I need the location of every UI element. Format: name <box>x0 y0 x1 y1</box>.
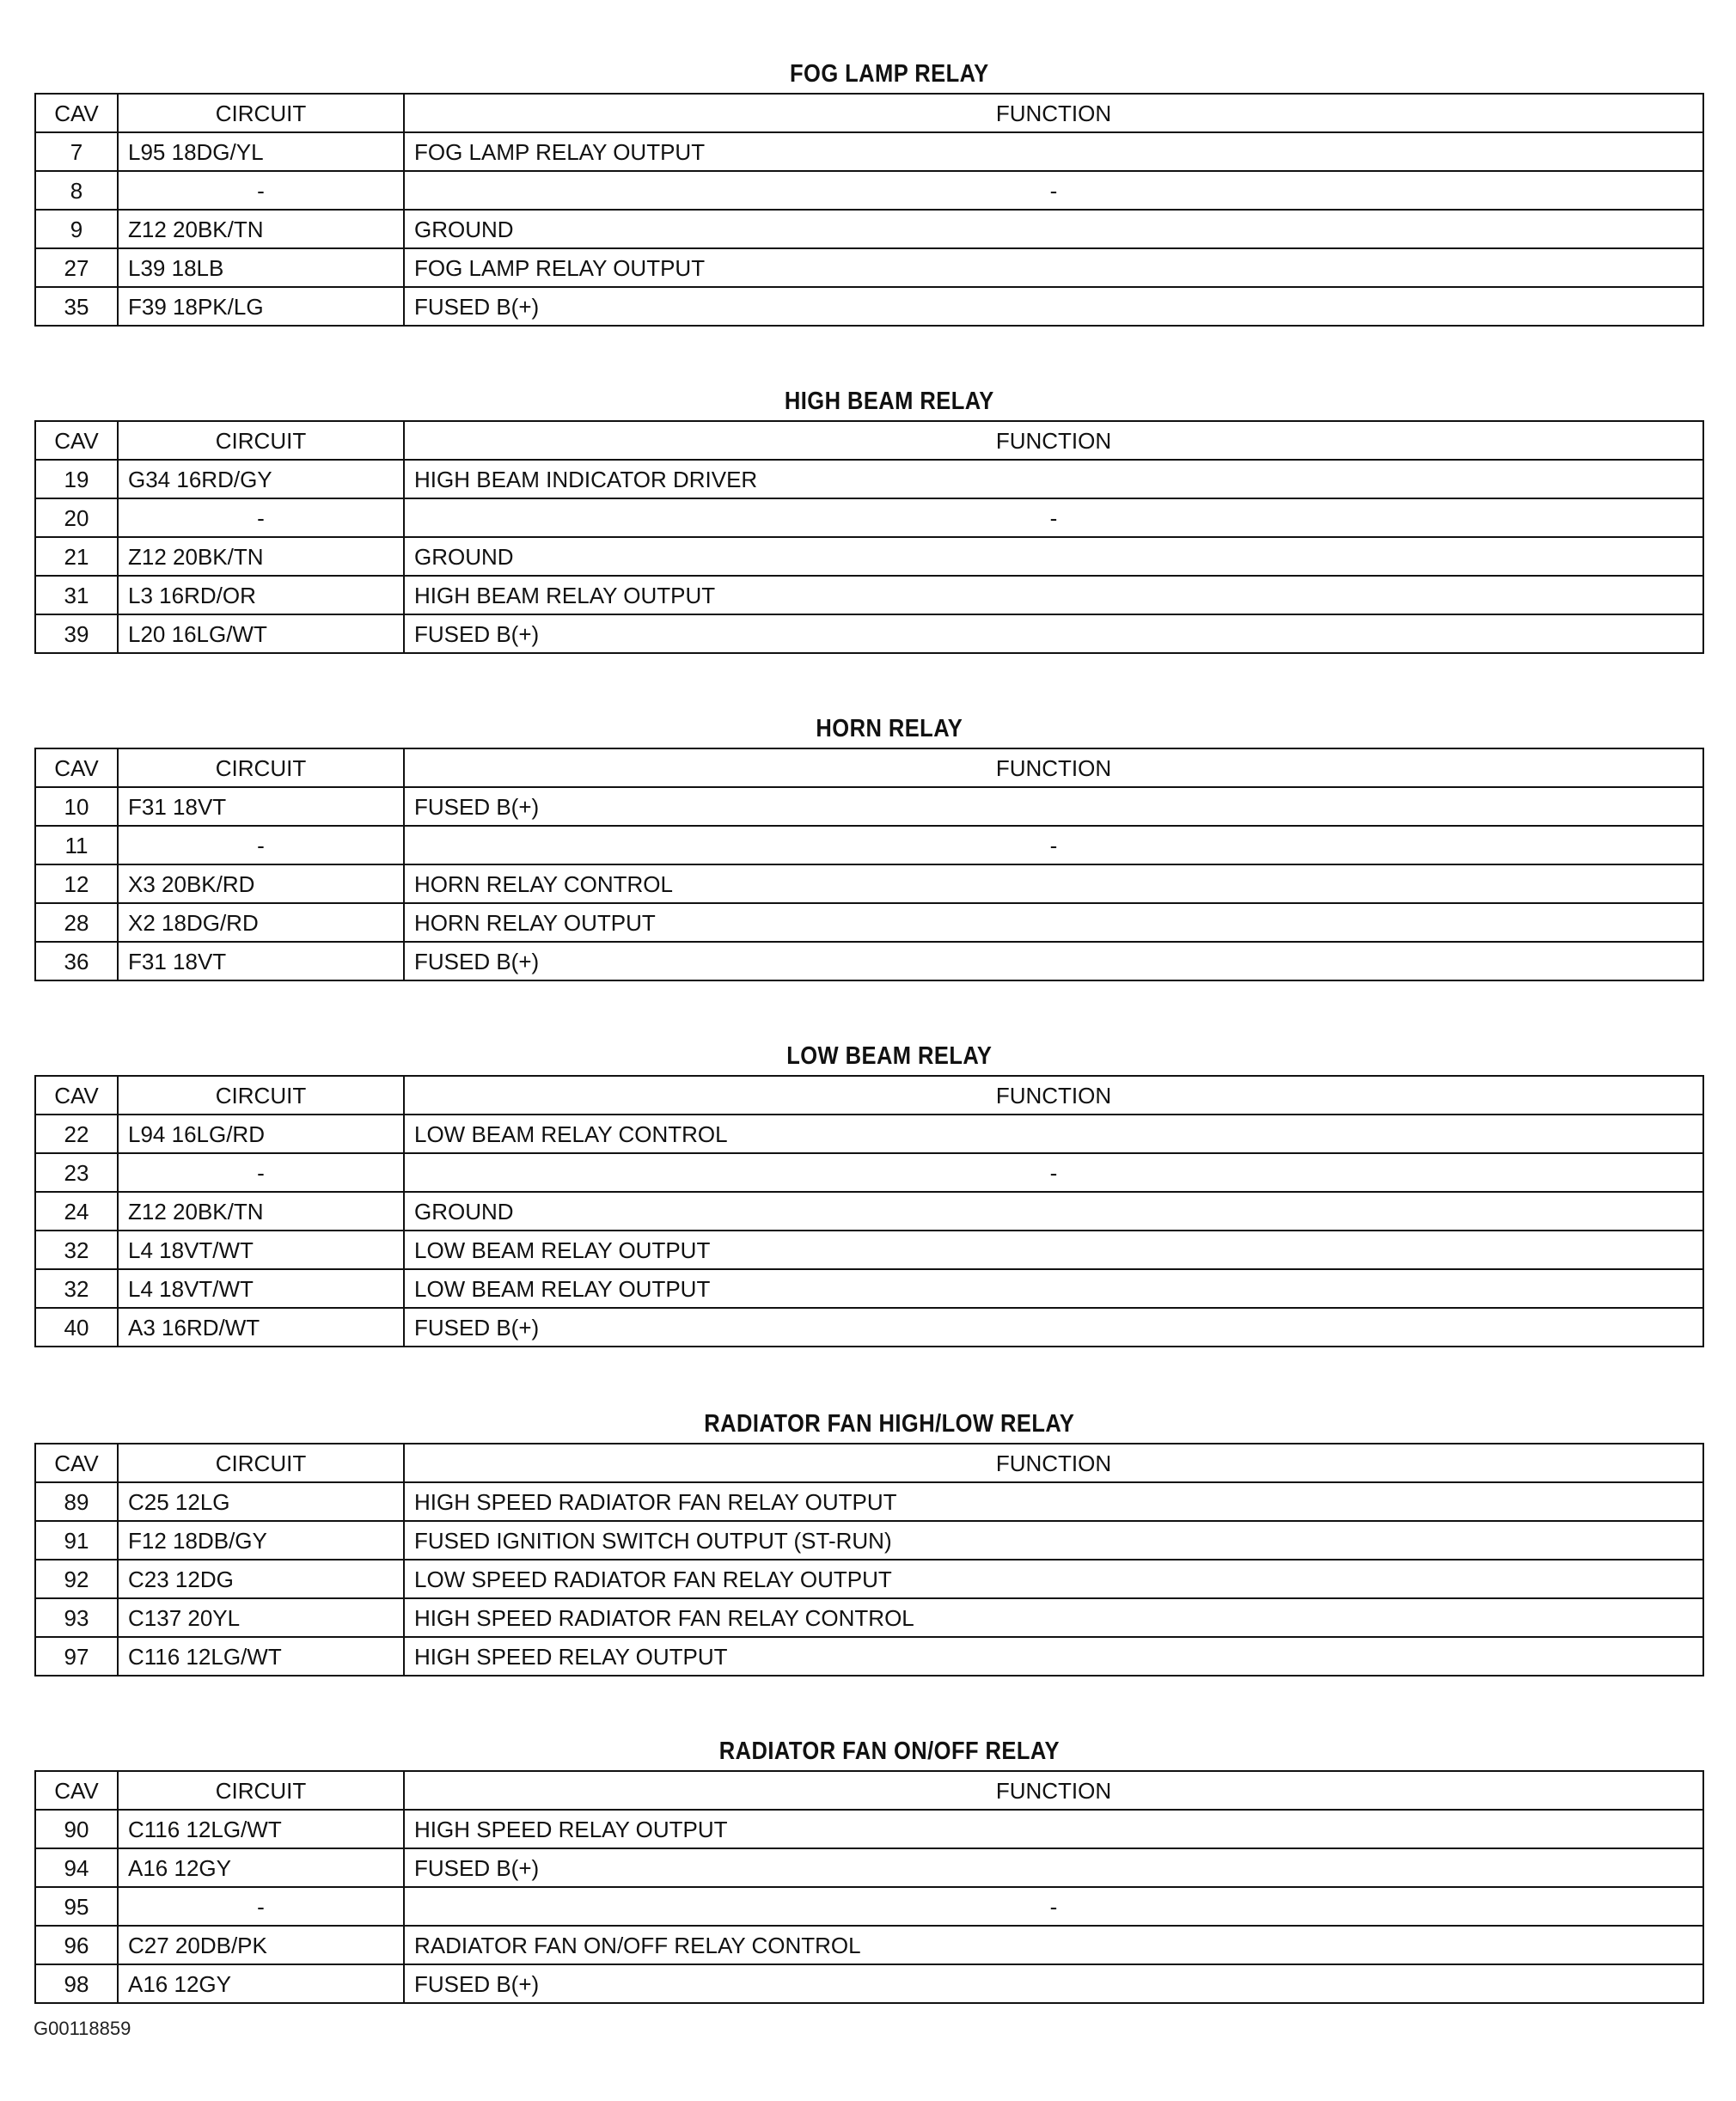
table-header-row <box>35 94 1703 132</box>
header-cav: CAV <box>35 421 118 460</box>
table-row <box>35 1560 1703 1598</box>
table-row <box>35 1269 1703 1308</box>
section-title: FOG LAMP RELAY <box>789 60 989 88</box>
header-circuit: CIRCUIT <box>118 748 404 787</box>
table-row <box>35 1482 1703 1521</box>
function-cell: - <box>404 1153 1703 1192</box>
header-circuit: CIRCUIT <box>118 1076 404 1115</box>
cav-cell: 96 <box>35 1926 118 1964</box>
cav-cell: 19 <box>35 460 118 498</box>
connector-table <box>34 1075 1704 1347</box>
circuit-cell: - <box>118 1887 404 1926</box>
circuit-cell: C137 20YL <box>118 1598 404 1637</box>
table-row <box>35 210 1703 248</box>
circuit-cell: F31 18VT <box>118 942 404 980</box>
header-cav: CAV <box>35 1444 118 1482</box>
function-cell: HIGH SPEED RADIATOR FAN RELAY CONTROL <box>404 1598 1703 1637</box>
cav-cell: 94 <box>35 1848 118 1887</box>
section-low-beam-relay <box>34 1039 1704 1357</box>
function-cell: GROUND <box>404 1192 1703 1231</box>
function-cell: - <box>404 1887 1703 1926</box>
circuit-cell: Z12 20BK/TN <box>118 537 404 576</box>
table-header-row <box>35 1444 1703 1482</box>
circuit-cell: - <box>118 826 404 864</box>
cav-cell: 97 <box>35 1637 118 1676</box>
cav-cell: 40 <box>35 1308 118 1347</box>
header-cav: CAV <box>35 94 118 132</box>
section-fog-lamp-relay <box>34 57 1704 336</box>
circuit-cell: - <box>118 1153 404 1192</box>
cav-cell: 24 <box>35 1192 118 1231</box>
circuit-cell: C23 12DG <box>118 1560 404 1598</box>
header-function: FUNCTION <box>404 94 1703 132</box>
function-cell: - <box>404 171 1703 210</box>
table-row <box>35 942 1703 980</box>
table-row <box>35 1192 1703 1231</box>
section-title: HIGH BEAM RELAY <box>784 388 994 415</box>
table-row <box>35 248 1703 287</box>
section-radiator-fan-high-low-relay <box>34 1407 1704 1686</box>
header-cav: CAV <box>35 1076 118 1115</box>
cav-cell: 93 <box>35 1598 118 1637</box>
circuit-cell: X3 20BK/RD <box>118 864 404 903</box>
cav-cell: 91 <box>35 1521 118 1560</box>
cav-cell: 7 <box>35 132 118 171</box>
cav-cell: 9 <box>35 210 118 248</box>
table-row <box>35 1521 1703 1560</box>
header-function: FUNCTION <box>404 1444 1703 1482</box>
header-function: FUNCTION <box>404 1076 1703 1115</box>
function-cell: - <box>404 826 1703 864</box>
header-circuit: CIRCUIT <box>118 1771 404 1810</box>
table-row <box>35 1598 1703 1637</box>
cav-cell: 92 <box>35 1560 118 1598</box>
circuit-cell: L95 18DG/YL <box>118 132 404 171</box>
function-cell: HORN RELAY CONTROL <box>404 864 1703 903</box>
cav-cell: 32 <box>35 1231 118 1269</box>
table-row <box>35 903 1703 942</box>
table-row <box>35 1308 1703 1347</box>
cav-cell: 23 <box>35 1153 118 1192</box>
header-function: FUNCTION <box>404 748 1703 787</box>
table-row <box>35 1637 1703 1676</box>
connector-table <box>34 420 1704 654</box>
function-cell: FUSED B(+) <box>404 787 1703 826</box>
function-cell: HIGH BEAM INDICATOR DRIVER <box>404 460 1703 498</box>
table-row <box>35 537 1703 576</box>
circuit-cell: G34 16RD/GY <box>118 460 404 498</box>
circuit-cell: F31 18VT <box>118 787 404 826</box>
connector-table <box>34 93 1704 327</box>
circuit-cell: - <box>118 171 404 210</box>
circuit-cell: L4 18VT/WT <box>118 1231 404 1269</box>
cav-cell: 10 <box>35 787 118 826</box>
circuit-cell: A3 16RD/WT <box>118 1308 404 1347</box>
cav-cell: 90 <box>35 1810 118 1848</box>
section-title: HORN RELAY <box>816 715 963 742</box>
connector-table <box>34 1770 1704 2004</box>
table-row <box>35 1848 1703 1887</box>
table-row <box>35 1887 1703 1926</box>
table-row <box>35 1115 1703 1153</box>
header-function: FUNCTION <box>404 1771 1703 1810</box>
cav-cell: 20 <box>35 498 118 537</box>
function-cell: HIGH SPEED RELAY OUTPUT <box>404 1810 1703 1848</box>
table-row <box>35 460 1703 498</box>
circuit-cell: L94 16LG/RD <box>118 1115 404 1153</box>
circuit-cell: - <box>118 498 404 537</box>
circuit-cell: C27 20DB/PK <box>118 1926 404 1964</box>
circuit-cell: A16 12GY <box>118 1964 404 2003</box>
cav-cell: 32 <box>35 1269 118 1308</box>
table-header-row <box>35 1076 1703 1115</box>
table-row <box>35 287 1703 326</box>
table-row <box>35 787 1703 826</box>
table-row <box>35 171 1703 210</box>
cav-cell: 35 <box>35 287 118 326</box>
table-row <box>35 498 1703 537</box>
function-cell: FUSED B(+) <box>404 1964 1703 2003</box>
header-circuit: CIRCUIT <box>118 94 404 132</box>
circuit-cell: C116 12LG/WT <box>118 1810 404 1848</box>
cav-cell: 21 <box>35 537 118 576</box>
circuit-cell: C25 12LG <box>118 1482 404 1521</box>
function-cell: LOW BEAM RELAY OUTPUT <box>404 1231 1703 1269</box>
section-high-beam-relay <box>34 384 1704 663</box>
cav-cell: 28 <box>35 903 118 942</box>
function-cell: GROUND <box>404 537 1703 576</box>
circuit-cell: L3 16RD/OR <box>118 576 404 614</box>
function-cell: HIGH SPEED RADIATOR FAN RELAY OUTPUT <box>404 1482 1703 1521</box>
function-cell: GROUND <box>404 210 1703 248</box>
function-cell: FUSED B(+) <box>404 1848 1703 1887</box>
circuit-cell: Z12 20BK/TN <box>118 1192 404 1231</box>
table-row <box>35 1926 1703 1964</box>
connector-table <box>34 748 1704 981</box>
table-row <box>35 864 1703 903</box>
function-cell: RADIATOR FAN ON/OFF RELAY CONTROL <box>404 1926 1703 1964</box>
cav-cell: 22 <box>35 1115 118 1153</box>
circuit-cell: A16 12GY <box>118 1848 404 1887</box>
table-header-row <box>35 1771 1703 1810</box>
cav-cell: 39 <box>35 614 118 653</box>
function-cell: HORN RELAY OUTPUT <box>404 903 1703 942</box>
section-title: LOW BEAM RELAY <box>786 1042 993 1070</box>
cav-cell: 12 <box>35 864 118 903</box>
table-header-row <box>35 748 1703 787</box>
header-cav: CAV <box>35 1771 118 1810</box>
header-function: FUNCTION <box>404 421 1703 460</box>
table-row <box>35 1810 1703 1848</box>
circuit-cell: F39 18PK/LG <box>118 287 404 326</box>
section-title: RADIATOR FAN ON/OFF RELAY <box>718 1738 1060 1765</box>
function-cell: - <box>404 498 1703 537</box>
cav-cell: 89 <box>35 1482 118 1521</box>
circuit-cell: C116 12LG/WT <box>118 1637 404 1676</box>
table-row <box>35 1231 1703 1269</box>
circuit-cell: X2 18DG/RD <box>118 903 404 942</box>
cav-cell: 36 <box>35 942 118 980</box>
cav-cell: 27 <box>35 248 118 287</box>
table-header-row <box>35 421 1703 460</box>
header-circuit: CIRCUIT <box>118 1444 404 1482</box>
table-row <box>35 576 1703 614</box>
table-row <box>35 1153 1703 1192</box>
cav-cell: 11 <box>35 826 118 864</box>
circuit-cell: L20 16LG/WT <box>118 614 404 653</box>
function-cell: FUSED B(+) <box>404 614 1703 653</box>
cav-cell: 31 <box>35 576 118 614</box>
circuit-cell: L4 18VT/WT <box>118 1269 404 1308</box>
circuit-cell: L39 18LB <box>118 248 404 287</box>
function-cell: LOW SPEED RADIATOR FAN RELAY OUTPUT <box>404 1560 1703 1598</box>
table-row <box>35 132 1703 171</box>
function-cell: FUSED B(+) <box>404 287 1703 326</box>
table-row <box>35 614 1703 653</box>
function-cell: HIGH BEAM RELAY OUTPUT <box>404 576 1703 614</box>
table-row <box>35 1964 1703 2003</box>
function-cell: FOG LAMP RELAY OUTPUT <box>404 132 1703 171</box>
cav-cell: 95 <box>35 1887 118 1926</box>
function-cell: FUSED B(+) <box>404 1308 1703 1347</box>
function-cell: FOG LAMP RELAY OUTPUT <box>404 248 1703 287</box>
section-radiator-fan-on-off-relay <box>34 1734 1704 2013</box>
header-cav: CAV <box>35 748 118 787</box>
section-horn-relay <box>34 712 1704 991</box>
circuit-cell: Z12 20BK/TN <box>118 210 404 248</box>
function-cell: FUSED IGNITION SWITCH OUTPUT (ST-RUN) <box>404 1521 1703 1560</box>
function-cell: HIGH SPEED RELAY OUTPUT <box>404 1637 1703 1676</box>
figure-id: G00118859 <box>34 2018 131 2039</box>
table-row <box>35 826 1703 864</box>
circuit-cell: F12 18DB/GY <box>118 1521 404 1560</box>
connector-table <box>34 1443 1704 1677</box>
cav-cell: 98 <box>35 1964 118 2003</box>
function-cell: FUSED B(+) <box>404 942 1703 980</box>
section-title: RADIATOR FAN HIGH/LOW RELAY <box>704 1410 1075 1438</box>
header-circuit: CIRCUIT <box>118 421 404 460</box>
function-cell: LOW BEAM RELAY OUTPUT <box>404 1269 1703 1308</box>
function-cell: LOW BEAM RELAY CONTROL <box>404 1115 1703 1153</box>
cav-cell: 8 <box>35 171 118 210</box>
